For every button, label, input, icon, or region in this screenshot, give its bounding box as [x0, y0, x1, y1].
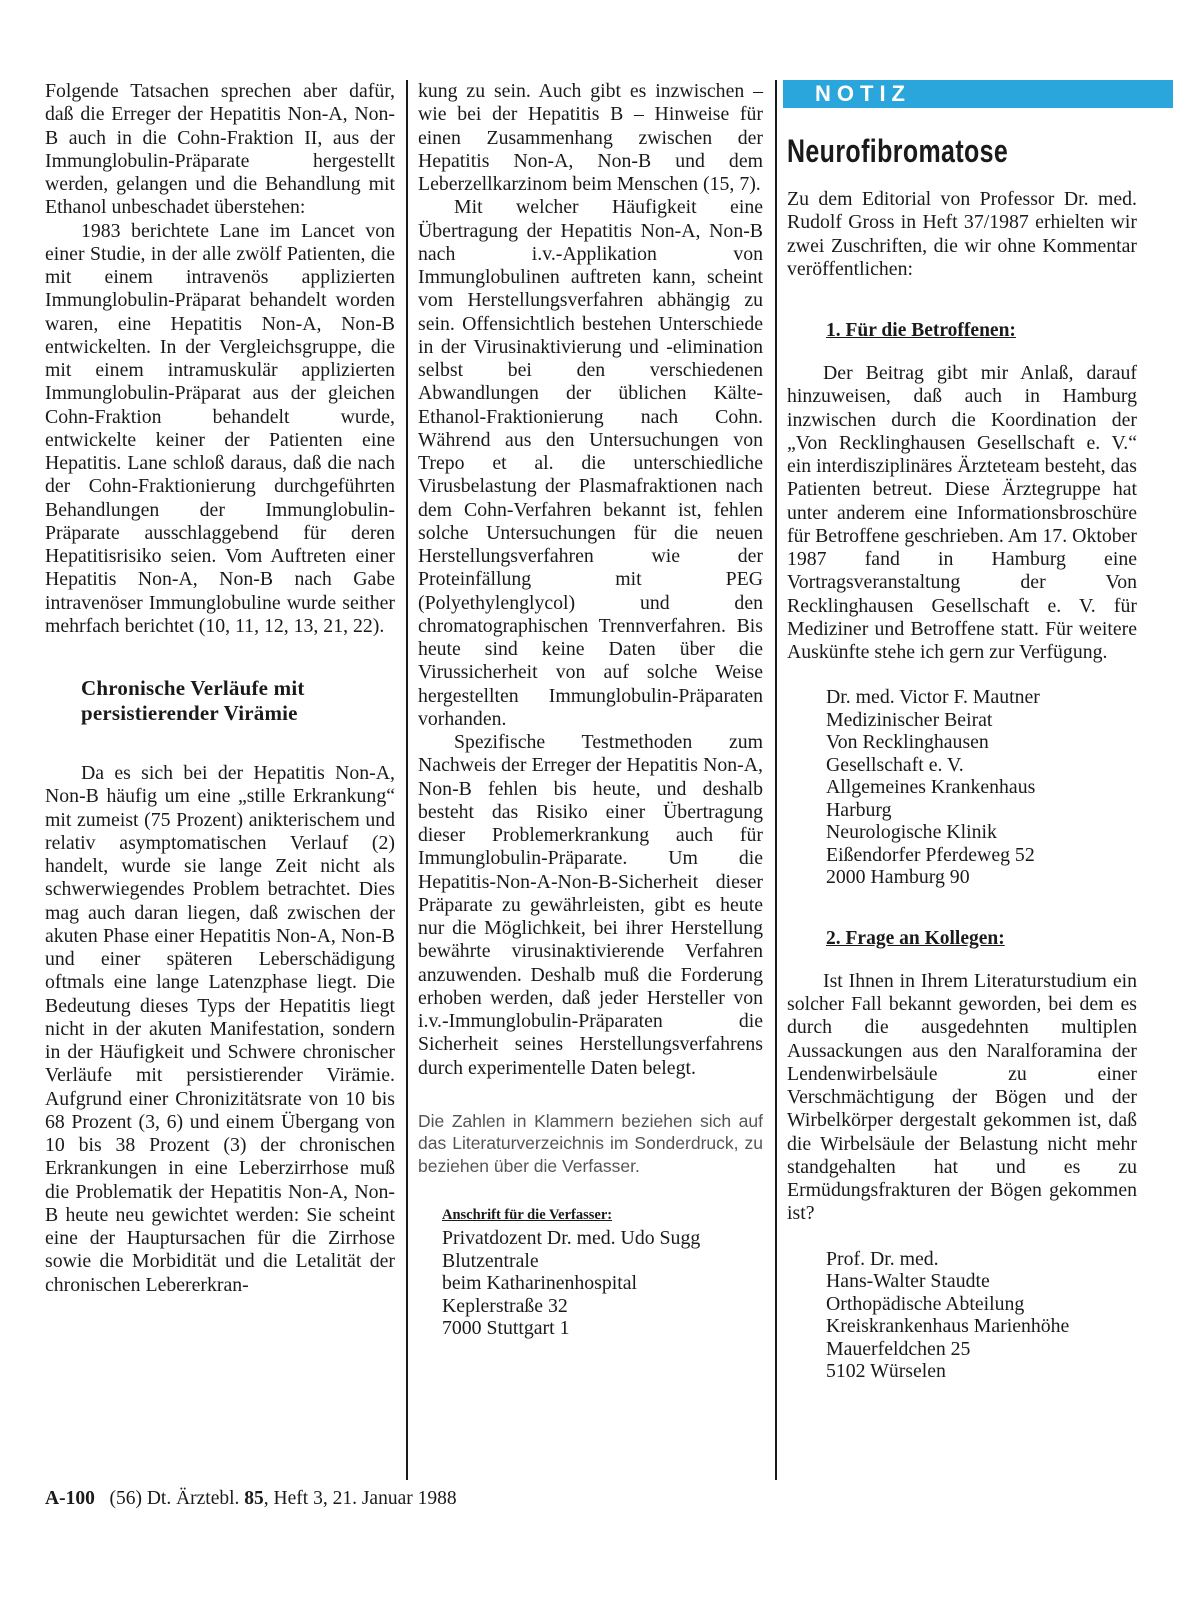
page-number: A-100 — [45, 1488, 95, 1509]
author-address — [442, 1205, 763, 1340]
section-2-address — [826, 1248, 1137, 1383]
paragraph-lane-study: 1983 berichtete Lane im Lancet von einer Studie, in der alle zwölf Patienten, die mit einem intravenös applizierten Immunglobulin-Präparat behandelt worden waren, eine Hepatitis Non-A, Non-B entwickelten. In der Vergleichsgruppe, die mit einem intramuskulär applizierten Immunglobulin-Präparat aus der gleichen Cohn-Fraktion behandelt wurde, entwickelte keiner der Patienten eine Hepatitis. Lane schloß daraus, daß die nach der Cohn-Fraktionierung durchgeführten Behandlungen der Immunglobulin-Präparate ausschlaggebend für deren Hepatitisrisiko seien. Vom Auftreten einer Hepatitis Non-A, Non-B nach Gabe intravenöser Immunglobuline wurde seither mehrfach berichtet (10, 11, 12, 13, 21, 22). — [45, 219, 395, 637]
column-middle — [418, 80, 763, 1340]
section-1-address — [826, 686, 1137, 889]
footer-issue-prefix: (56) Dt. Ärztebl. — [109, 1488, 240, 1509]
footer-volume: 85 — [244, 1488, 264, 1509]
address-line: Mauerfeldchen 25 — [826, 1337, 971, 1360]
subheading-chronic-courses: Chronische Verläufe mit persistierender Virämie — [81, 676, 305, 725]
column-left — [45, 80, 395, 1297]
address-line: Eißendorfer Pferdeweg 52 — [826, 843, 1035, 866]
section-2-title: 2. Frage an Kollegen: — [826, 927, 1005, 949]
paragraph-frequency: Mit welcher Häufigkeit eine Übertragung der Hepatitis Non-A, Non-B nach i.v.-Applikation von Immunglobulinen auftreten kann, scheint vom Herstellungsverfahren abhängig zu sein. Offensichtlich bestehen Unterschiede in der Virusinaktivierung und -elimination selbst bei den verschiedenen Abwandlungen der üblichen Kälte-Ethanol-Fraktionierung nach Cohn. Während aus den Untersuchungen von Trepo et al. die unterschiedliche Virusbelastung der Plasmafraktionen nach dem Cohn-Verfahren bekannt ist, fehlen solche Untersuchungen für die neuen Herstellungsverfahren wie der Proteinfällung mit PEG (Polyethylenglycol) und den chromatographischen Trennverfahren. Bis heute sind keine Daten über die Virussicherheit von auf solche Weise hergestellten Immunglobulin-Präparaten vorhanden. — [418, 196, 763, 730]
notiz-banner: NOTIZ — [783, 80, 1173, 108]
author-address-line: Privatdozent Dr. med. Udo Sugg — [442, 1227, 701, 1250]
author-address-line: Keplerstraße 32 — [442, 1294, 568, 1317]
section-1-text: Der Beitrag gibt mir Anlaß, darauf hinzuweisen, daß auch in Hamburg inzwischen durch die Koordination der „Von Recklinghausen Gesellschaft e. V.“ ein interdisziplinäres Ärzteteam besteht, das Patienten betreut. Diese Ärztegruppe hat unter anderem eine Informationsbroschüre für Betroffene geschrieben. Am 17. Oktober 1987 fand in Hamburg eine Vortragsveranstaltung der Von Recklinghausen Gesellschaft e. V. für Mediziner und Betroffene statt. Für weitere Auskünfte stehe ich gern zur Verfügung. — [787, 362, 1137, 663]
footer-issue-suffix: , Heft 3, 21. Januar 1988 — [263, 1488, 457, 1509]
author-address-line: beim Katharinenhospital — [442, 1272, 638, 1295]
address-line: Medizinischer Beirat — [826, 708, 993, 731]
reference-note-text: Die Zahlen in Klammern beziehen sich auf das Literaturverzeichnis im Sonderdruck, zu beziehen über die Verfasser. — [418, 1110, 763, 1176]
paragraph-editorial-intro: Zu dem Editorial von Professor Dr. med. Rudolf Gross in Heft 37/1987 erhielten wir zwei Zuschriften, die wir ohne Kommentar veröffentlichen: — [787, 188, 1137, 280]
column-right — [787, 80, 1137, 1383]
column-divider-right — [775, 80, 777, 1480]
address-line: 2000 Hamburg 90 — [826, 866, 970, 889]
author-address-line: 7000 Stuttgart 1 — [442, 1317, 570, 1340]
section-1-title: 1. Für die Betroffenen: — [826, 320, 1016, 341]
author-address-label: Anschrift für die Verfasser: — [442, 1207, 613, 1224]
paragraph-intro: Folgende Tatsachen sprechen aber dafür, daß die Erreger der Hepatitis Non-A, Non-B auch in die Cohn-Fraktion II, aus der Immunglobulin-Präparate hergestellt werden, gelangen und die Behandlung mit Ethanol unbeschadet überstehen: — [45, 80, 395, 219]
address-line: Orthopädische Abteilung — [826, 1292, 1025, 1315]
headline-neurofibromatose: Neurofibromatose — [787, 133, 1009, 169]
address-line: Kreiskrankenhaus Marienhöhe — [826, 1315, 1070, 1337]
page-footer — [45, 1488, 457, 1510]
author-address-line: Blutzentrale — [442, 1249, 539, 1272]
address-line: Allgemeines Krankenhaus — [826, 776, 1036, 799]
reference-note — [418, 1110, 763, 1178]
address-line: 5102 Würselen — [826, 1360, 946, 1382]
paragraph-continuation: kung zu sein. Auch gibt es inzwischen – wie bei der Hepatitis B – Hinweise für einen Zusammenhang zwischen der Hepatitis Non-A, Non-B und dem Leberzellkarzinom beim Menschen (15, 7). — [418, 80, 763, 195]
address-line: Prof. Dr. med. — [826, 1247, 939, 1270]
address-line: Hans-Walter Staudte — [826, 1270, 990, 1292]
address-line: Dr. med. Victor F. Mautner — [826, 686, 1040, 709]
address-line: Gesellschaft e. V. — [826, 753, 964, 776]
address-line: Harburg — [826, 798, 892, 821]
section-2-text: Ist Ihnen in Ihrem Literaturstudium ein solcher Fall bekannt geworden, bei dem es durch die ausgedehnten multiplen Aussackungen aus den Naralforamina der Lendenwirbelsäule zu einer Verschmächtigung der Bögen und der Wirbelkörper dergestalt gekommen ist, daß die Wirbelsäule der Belastung nicht mehr standgehalten hat und es zu Ermüdungsfrakturen der Bögen gekommen ist? — [787, 969, 1137, 1225]
column-divider-left — [406, 80, 408, 1480]
address-line: Neurologische Klinik — [826, 821, 997, 844]
paragraph-chronic: Da es sich bei der Hepatitis Non-A, Non-B häufig um eine „stille Erkrankung“ mit zumeist (75 Prozent) anikterischem und relativ asymptomatischen Verlauf (2) handelt, wurde sie lange Zeit nicht als schwerwiegendes Problem betrachtet. Dies mag auch daran liegen, daß zwischen der akuten Phase einer Hepatitis Non-A, Non-B und einer späteren Leberschädigung oftmals eine lange Latenzphase liegt. Die Bedeutung dieses Typs der Hepatitis liegt nicht in der akuten Manifestation, sondern in der Häufigkeit und Schwere chronischer Verläufe mit persistierender Virämie. Aufgrund einer Chronizitätsrate von 10 bis 68 Prozent (3, 6) und einem Übergang von 10 bis 38 Prozent (3) der chronischen Erkrankungen in eine Leberzirrhose muß die Problematik der Hepatitis Non-A, Non-B heute neu gewichtet werden: Sie scheint eine der Hauptursachen für die Zirrhose sowie die Morbidität und die Letalität der chronischen Lebererkran- — [45, 762, 395, 1296]
address-line: Von Recklinghausen — [826, 731, 989, 754]
paragraph-test-methods: Spezifische Testmethoden zum Nachweis der Erreger der Hepatitis Non-A, Non-B fehlen bis heute, und deshalb besteht das Risiko einer Übertragung dieser Problemerkrankung auch für Immunglobulin-Präparate. Um die Hepatitis-Non-A-Non-B-Sicherheit dieser Präparate zu gewährleisten, gibt es heute nur die Möglichkeit, bei ihrer Herstellung bewährte virusinaktivierende Verfahren anzuwenden. Deshalb muß die Forderung erhoben werden, daß jeder Hersteller von i.v.-Immunglobulin-Präparaten die Sicherheit seines Herstellungsverfahrens durch experimentelle Daten belegt. — [418, 731, 763, 1079]
